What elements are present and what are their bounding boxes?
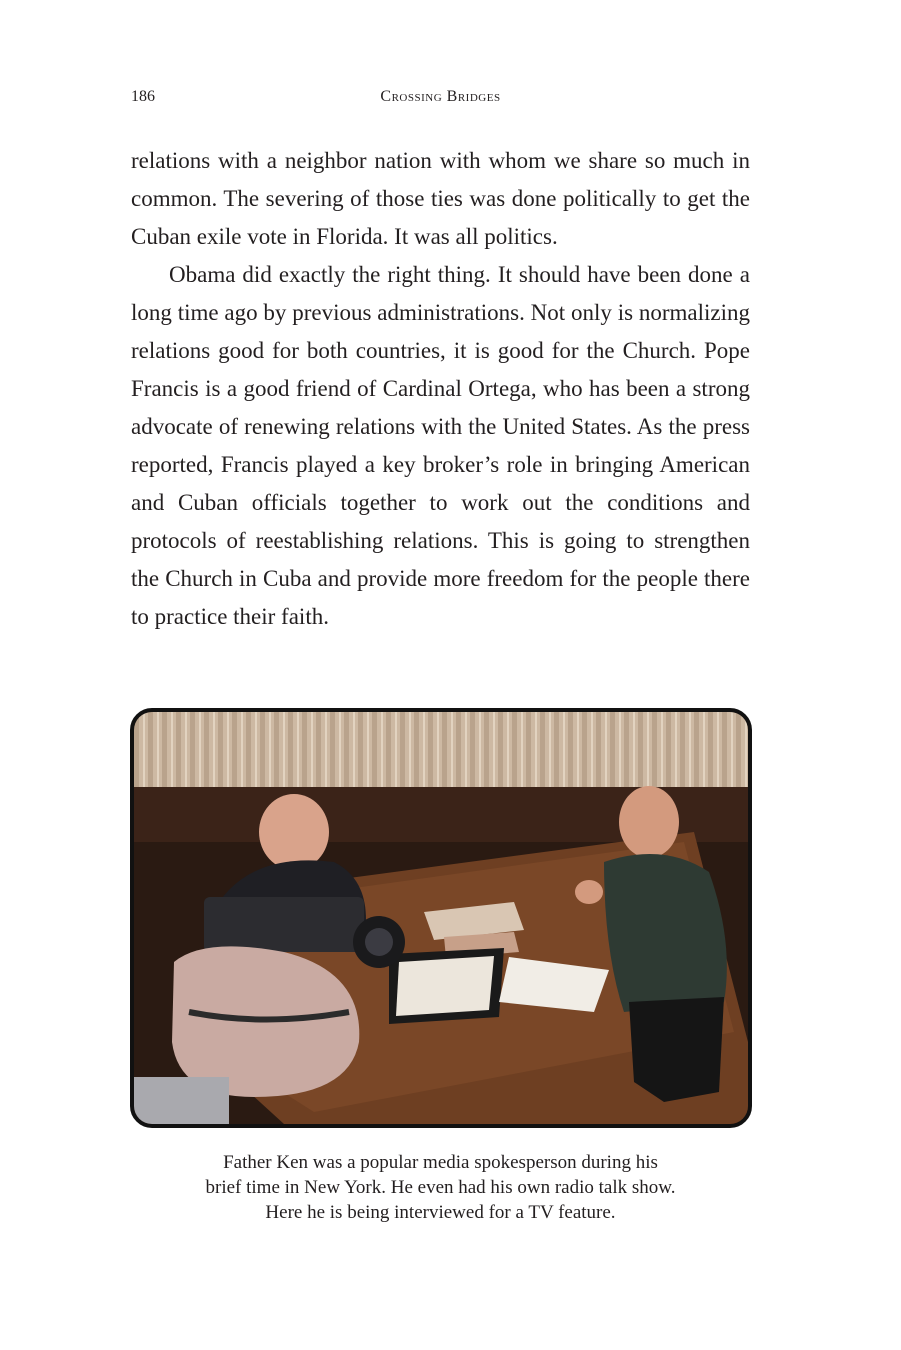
interviewer [259, 794, 329, 870]
paragraph-obama: Obama did exactly the right thing. It should have been done a long time ago by previous administrations. Not only is normalizing relations good for both countries, it is good for the Church. Pope Francis is a good friend of Cardinal Ortega, who has been a strong advocate of renewing relations with the United States. As the press reported, Francis played a key broker’s role in bringing American and Cuban officials together to work out the conditions and protocols of reestablishing relations. This is going to strengthen the Church in Cuba and provide more freedom for the people there to practice their faith. [131, 262, 750, 629]
caption-line: Here he is being interviewed for a TV feature. [265, 1202, 616, 1223]
caption-line: brief time in New York. He even had his own radio talk show. [205, 1177, 676, 1198]
tv-camera [204, 897, 364, 952]
paragraph-continued: relations with a neighbor nation with whom we share so much in common. The severing of those ties was done politically to get the Cuban exile vote in Florida. It was all politics. [131, 148, 750, 249]
running-head [131, 88, 750, 112]
father-ken [619, 786, 679, 858]
interview-photo [130, 708, 752, 1128]
equipment-box [134, 1077, 229, 1124]
caption-line: Father Ken was a popular media spokesperson during his [223, 1152, 658, 1173]
body-text [131, 142, 750, 636]
photo-illustration [134, 712, 748, 1124]
page-number: 186 [131, 88, 155, 105]
book-title: Crossing Bridges [380, 88, 501, 105]
figure-caption [131, 1150, 750, 1225]
